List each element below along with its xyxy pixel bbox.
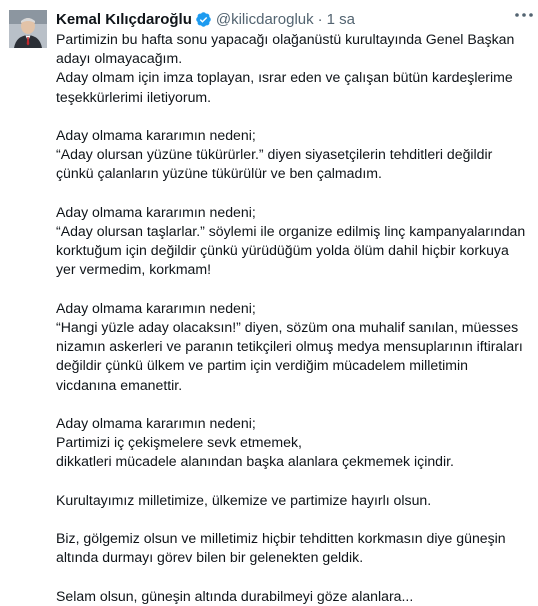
avatar[interactable] [9,10,47,48]
tweet-line: Aday olmam için imza toplayan, ısrar eden ve çalışan bütün kardeşlerime [56,69,513,86]
tweet-line: teşekkürlerimi iletiyorum. [56,88,212,105]
verified-badge-icon [195,11,212,28]
tweet-line: “Aday olursan yüzüne tükürürler.” diyen siyasetçilerin tehditleri değildir [56,146,493,163]
tweet-line: dikkatleri mücadele alanından başka alanlara çekmemek içindir. [56,453,454,470]
paragraph-gap [56,395,524,414]
paragraph-gap [56,184,524,203]
tweet-line: çünkü çalanların yüzüne tükürülür ve ben çalmadım. [56,165,382,182]
tweet-line: Selam olsun, güneşin altında durabilmeyi göze alanlara... [56,587,414,604]
tweet-line: korktuğum için değildir çünkü yürüdüğüm yolda ölüm dahil hiçbir korkuya [56,242,509,259]
paragraph-gap [56,280,524,299]
tweet-line: “Hangi yüzle aday olacaksın!” diyen, sözüm ona muhalif sanılan, müesses [56,319,519,335]
author-name[interactable]: Kemal Kılıçdaroğlu [56,10,192,28]
tweet-line: altında durmayı görev bilen bir gelenekten geldik. [56,549,364,566]
tweet-content [56,10,524,606]
tweet-line: Partimizi iç çekişmelere sevk etmemek, [56,434,302,451]
tweet-line: değildir çünkü ülkem ve partim için verdiğim mücadelem milletimin [56,357,468,374]
paragraph-gap [56,568,524,587]
tweet-line: yer vermedim, korkmam! [56,261,212,278]
separator-dot: · [317,10,323,28]
tweet-line: Aday olmama kararımın nedeni; [56,299,256,316]
tweet-line: Aday olmama kararımın nedeni; [56,127,256,143]
tweet-line: Aday olmama kararımın nedeni; [56,203,256,220]
paragraph-gap [56,472,524,491]
tweet-line: “Aday olursan taşlarlar.” söylemi ile organize edilmiş linç kampanyalarından [56,223,526,239]
timestamp[interactable]: 1 sa [326,10,355,28]
tweet-header [56,10,524,28]
author-handle[interactable]: @kilicdarogluk [215,10,314,28]
more-options-icon[interactable] [514,12,534,24]
tweet-line: Kurultayımız milletimize, ülkemize ve partimize hayırlı olsun. [56,491,432,508]
tweet-line: adayı olmayacağım. [56,50,183,67]
paragraph-gap [56,510,524,529]
tweet-line: Partimizin bu hafta sonu yapacağı olağanüstü kurultayında Genel Başkan [56,31,515,47]
tweet-line: Aday olmama kararımın nedeni; [56,415,256,431]
tweet-line: nizamın askerleri ve paranın tetikçileri olmuş medya mensuplarının iftiraları [56,338,523,355]
paragraph-gap [56,107,524,126]
tweet-text [56,30,524,606]
tweet-line: Biz, gölgemiz olsun ve milletimiz hiçbir tehditten korkmasın diye güneşin [56,530,506,547]
tweet-line: vicdanına emanettir. [56,376,183,393]
